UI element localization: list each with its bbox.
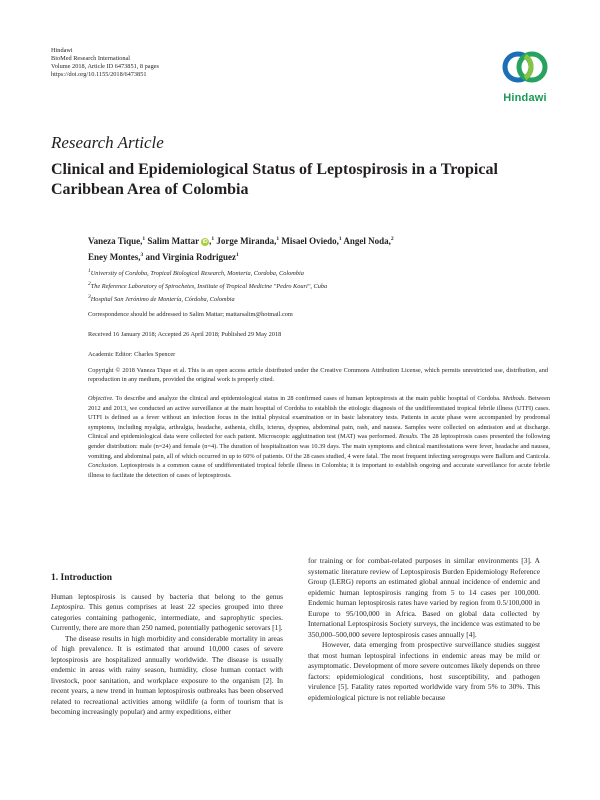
paragraph: for training or for combat-related purposes in similar environments [3]. A systematic literature review of Leptospirosis Burden Epidemiology Reference Group (LERG) reports an estimated global annual incidence of endemic and epidemic human leptospirosis ranging from 5 to 14 cases per 100,000. Endemic human leptospirosis rates have varied by region from 0.5/100,000 in Europe to 95/100,000 in Africa. Based on global data collected by International Leptospirosis Society surveys, the incidence was estimated to be 350,000–500,000 severe leptospirosis cases annually [4]. (308, 556, 540, 639)
affiliation: 1University of Cordoba, Tropical Biological Research, Monteria, Cordoba, Colombia (88, 268, 304, 278)
author[interactable]: and Virginia Rodriguez$^1$ (145, 252, 239, 262)
academic-editor: Academic Editor: Charles Spencer (88, 351, 176, 358)
journal-name: BioMed Research International (51, 55, 131, 62)
affiliation: 3Hospital San Jerónimo de Montería, Córdoba, Colombia (88, 294, 235, 304)
section-heading: 1. Introduction (51, 573, 113, 583)
conclusion-label: Conclusion. (88, 462, 119, 470)
journal-meta (51, 47, 159, 79)
paragraph: However, data emerging from prospective surveillance studies suggest that most human leptospiral infections in endemic areas may be mild or asymptomatic. Development of more severe outcomes likely depends on three factors: epidemiological conditions, host susceptibility, and pathogen virulence [5]. Fatality rates reported worldwide vary from 5% to 30%. This epidemiological picture is not reliable because (308, 640, 540, 702)
conclusion-text: Leptospirosis is a common cause of undifferentiated tropical febrile illness in Colombia; it is important to establish ongoing and accurate surveillance for acute febrile illness to facilitate the detection of cases of leptospirosis. (88, 462, 551, 479)
body-column-left (51, 573, 283, 718)
author[interactable]: Vaneza Tique,$^1$ (88, 236, 146, 246)
paragraph: The disease results in high morbidity and considerable mortality in areas of high prevalence. It is estimated that around 10,000 cases of severe leptospirosis are hospitalized annually worldwide. The disease is usually endemic in areas with rainy season, humidity, close human contact with livestock, poor sanitation, and workplace exposure to the organism [2]. In recent years, a new trend in human leptospirosis outbreaks has been observed related to recreational activities among wildlife (a form of tourism that is becoming increasingly popular) and army expeditions, either (51, 633, 283, 716)
results-text: The 28 leptospirosis cases presented the following gender distribution: male (n=24) and female (n=4). The duration of hospitalization was 10.39 days. The main symptoms and clinical manifestations were fever, headache and nausea, vomiting, and abdominal pain, all of which occurred in up to 60% of patients. Of the 28 cases studied, 4 were fatal. The most frequent infecting serogroups were Ballum and Canicola. (88, 433, 550, 460)
methods-text: Between 2012 and 2013, we conducted an active surveillance at the main hospital of Cordoba to establish the etiologic diagnosis of the undifferentiated tropical febrile illness (UTFI) cases. UTFI is defined as a fever without an infection focus in the initial physical examination or in basic laboratory tests. Patients in acute phase were accompanied by prodromal symptoms, including myalgia, arthralgia, headache, asthenia, chills, icterus, dyspnea, abdominal pain, rash, and nausea. Samples were collected on admission and at discharge. Clinical and epidemiological data were collected for each patient. Microscopic agglutination test (MAT) was performed. (88, 395, 551, 441)
hindawi-logo-icon (496, 46, 554, 90)
methods-label: Methods. (502, 395, 526, 402)
affiliations (88, 266, 327, 305)
objective-text: To describe and analyze the clinical and epidemiological status in 28 confirmed cases of human leptospirosis at the main public hospital of Cordoba. (115, 395, 501, 402)
author[interactable]: Jorge Miranda,$^1$ (216, 236, 280, 246)
doi-link[interactable]: https://doi.org/10.1155/2018/6473851 (51, 71, 147, 78)
article-title: Clinical and Epidemiological Status of Leptospirosis in a Tropical Caribbean Area of Colombia (51, 161, 498, 198)
hindawi-logo (496, 46, 554, 106)
results-label: Results. (398, 433, 419, 441)
volume-info: Volume 2018, Article ID 6473851, 8 pages (51, 63, 159, 70)
article-type: Research Article (51, 133, 164, 152)
author[interactable]: Angel Noda,$^2$ (343, 236, 394, 246)
orcid-icon[interactable]: iD (202, 238, 208, 245)
logo-wordmark: Hindawi (503, 92, 547, 104)
objective-label: Objective. (88, 395, 114, 402)
abstract (88, 394, 550, 480)
author[interactable]: Misael Oviedo,$^1$ (281, 236, 342, 246)
affiliation: 2The Reference Laboratory of Spirochetes, Institute of Tropical Medicine "Pedro Kouri", Cuba (88, 281, 328, 291)
paragraph: Human leptospirosis is caused by bacteria that belong to the genus Leptospira. This genus comprises at least 22 species grouped into three categories containing pathogenic, intermediate, and saprophytic species. Currently, there are more than 250 named, potentially pathogenic serovars [1]. (51, 591, 283, 632)
correspondence: Correspondence should be addressed to Salim Mattar; mattarsalim@hotmail.com (88, 311, 293, 318)
author-list (88, 232, 548, 264)
publication-dates: Received 16 January 2018; Accepted 26 April 2018; Published 29 May 2018 (88, 331, 282, 338)
author[interactable]: Salim Mattar iD ,$^1$ (147, 236, 215, 246)
copyright-notice: Copyright © 2018 Vaneza Tique et al. This is an open access article distributed under the Creative Commons Attribution License, which permits unrestricted use, distribution, and reproduction in any medium, provided the original work is properly cited. (88, 367, 548, 383)
publisher-name: Hindawi (51, 47, 73, 54)
body-column-right (308, 556, 540, 703)
author[interactable]: Eney Montes,$^3$ (88, 252, 144, 262)
